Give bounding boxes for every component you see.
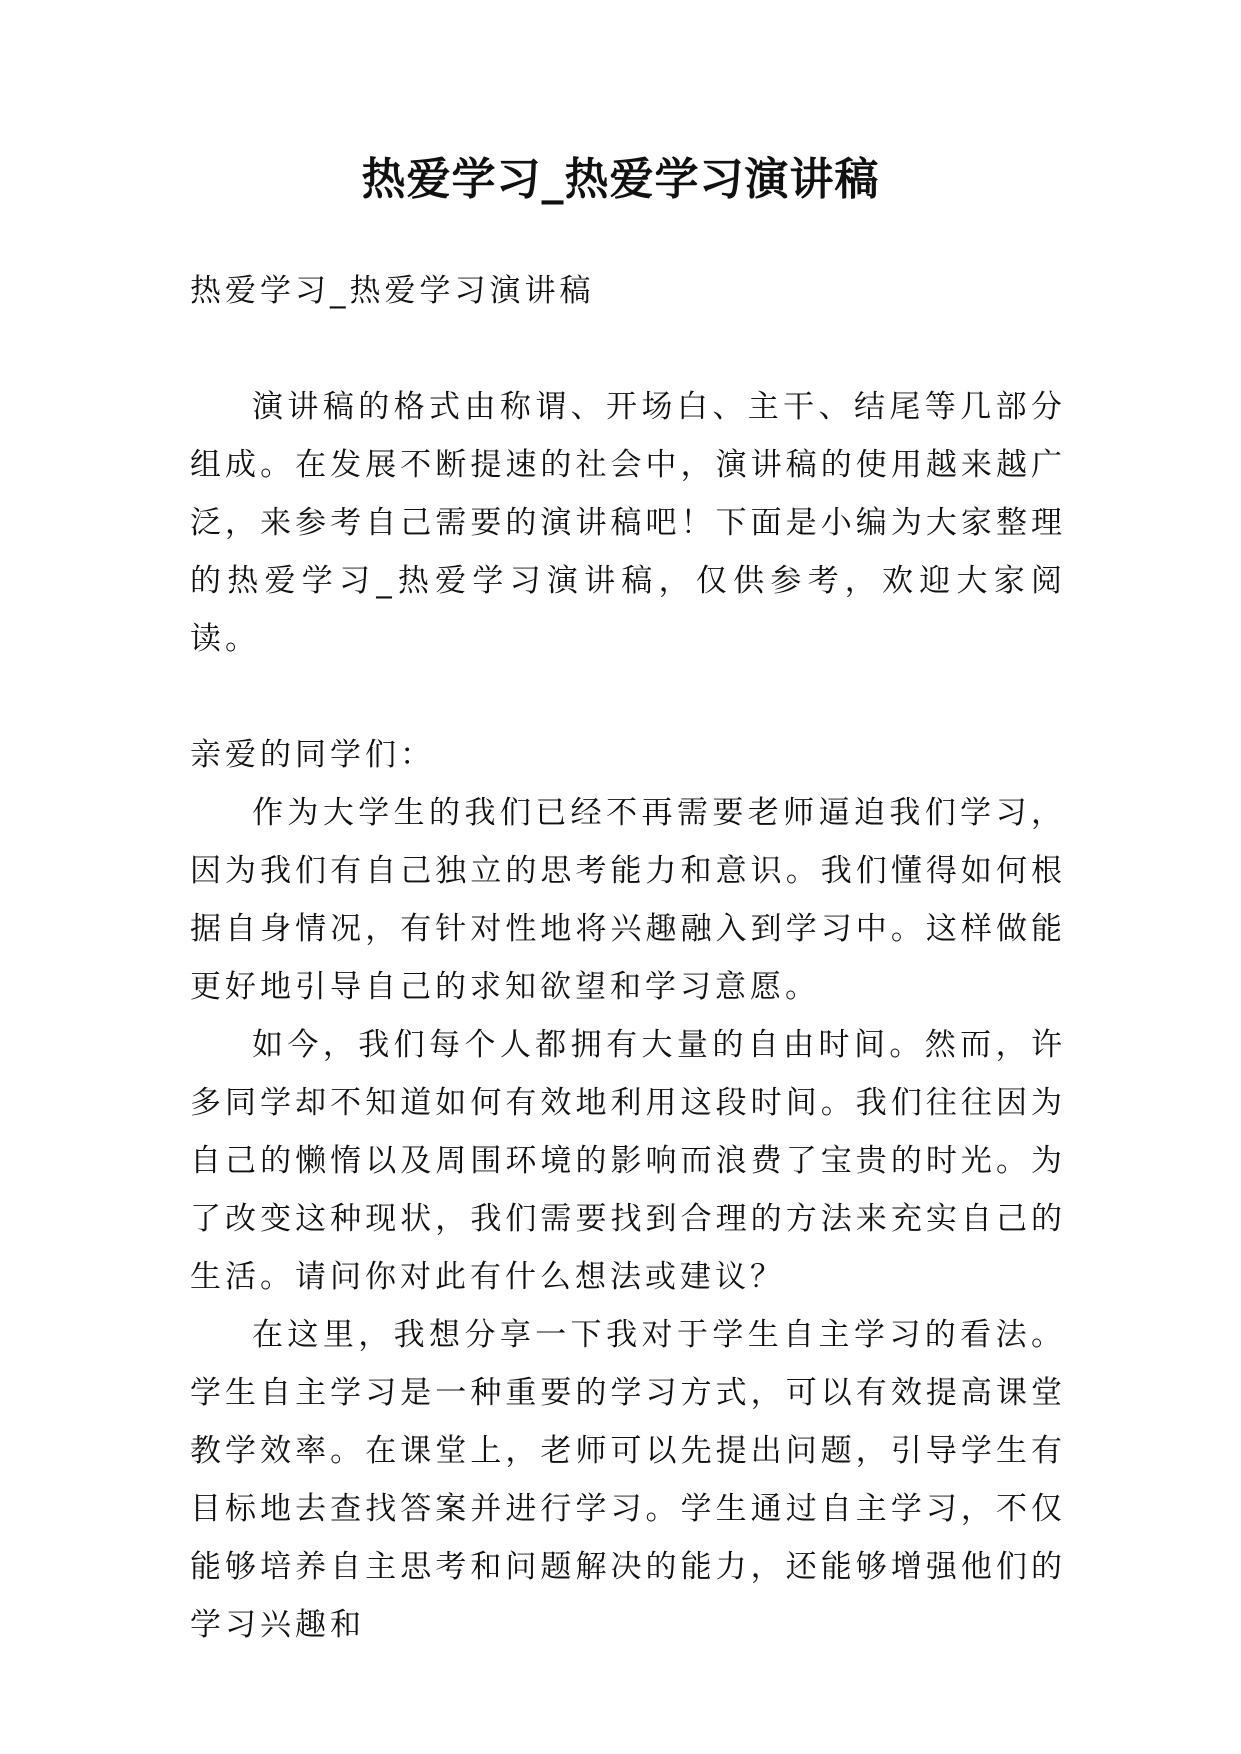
intro-paragraph: 演讲稿的格式由称谓、开场白、主干、结尾等几部分组成。在发展不断提速的社会中，演讲稿的使用越来越广泛，来参考自己需要的演讲稿吧！下面是小编为大家整理的热爱学习_热爱学习演讲稿，仅供参考，欢迎大家阅读。 bbox=[190, 389, 1066, 657]
greeting: 亲爱的同学们： bbox=[190, 737, 435, 773]
document-title: 热爱学习_热爱学习演讲稿 bbox=[361, 154, 880, 205]
document-body bbox=[190, 262, 1066, 1654]
body-paragraph-2: 如今，我们每个人都拥有大量的自由时间。然而，许多同学却不知道如何有效地利用这段时间。我们往往因为自己的懒惰以及周围环境的影响而浪费了宝贵的时光。为了改变这种现状，我们需要找到合理的方法来充实自己的生活。请问你对此有什么想法或建议？ bbox=[190, 1027, 1066, 1295]
body-paragraph-3: 在这里，我想分享一下我对于学生自主学习的看法。学生自主学习是一种重要的学习方式，可以有效提高课堂教学效率。在课堂上，老师可以先提出问题，引导学生有目标地去查找答案并进行学习。学生通过自主学习，不仅能够培养自主思考和问题解决的能力，还能够增强他们的学习兴趣和 bbox=[190, 1317, 1066, 1643]
document-subtitle: 热爱学习_热爱学习演讲稿 bbox=[190, 273, 595, 309]
body-paragraph-1: 作为大学生的我们已经不再需要老师逼迫我们学习，因为我们有自己独立的思考能力和意识。我们懂得如何根据自身情况，有针对性地将兴趣融入到学习中。这样做能更好地引导自己的求知欲望和学习意愿。 bbox=[190, 795, 1066, 1005]
